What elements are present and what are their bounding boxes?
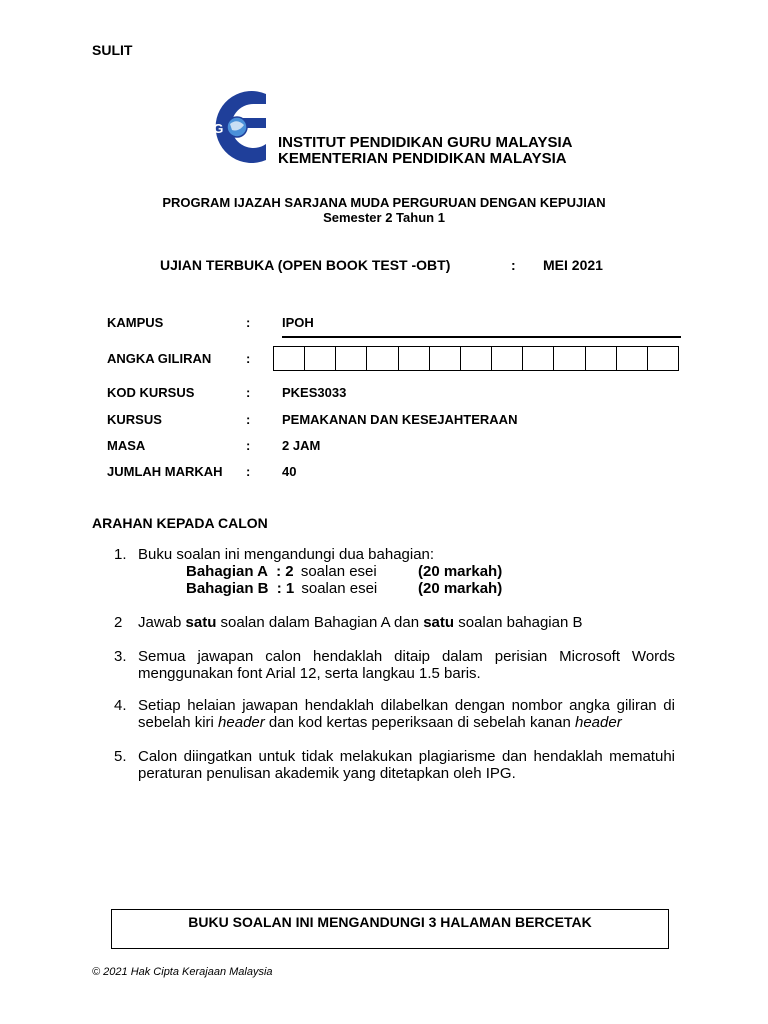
- bahagian-b-label: Bahagian B: [186, 580, 269, 597]
- instruction-text: Jawab satu soalan dalam Bahagian A dan satu soalan bahagian B: [138, 614, 583, 631]
- test-title: UJIAN TERBUKA (OPEN BOOK TEST -OBT): [160, 257, 451, 273]
- kod-kursus-label: KOD KURSUS: [107, 385, 195, 400]
- giliran-cell[interactable]: [460, 347, 491, 370]
- instruction-text: Calon diingatkan untuk tidak melakukan plagiarisme dan hendaklah mematuhi peraturan penulisan akademik yang ditetapkan oleh IPG.: [138, 748, 675, 782]
- giliran-cell[interactable]: [335, 347, 366, 370]
- instruction-5: [114, 748, 675, 784]
- jumlah-markah-value: 40: [282, 464, 297, 479]
- bahagian-a-label: Bahagian A: [186, 563, 268, 580]
- masa-colon: :: [246, 438, 251, 453]
- instruction-number: 2: [114, 614, 123, 631]
- giliran-cell[interactable]: [647, 347, 678, 370]
- giliran-cell[interactable]: [522, 347, 553, 370]
- giliran-cell[interactable]: [585, 347, 616, 370]
- jumlah-markah-colon: :: [246, 464, 251, 479]
- instruction-number: 4.: [114, 697, 127, 714]
- institute-name: INSTITUT PENDIDIKAN GURU MALAYSIA: [278, 134, 573, 151]
- giliran-cell[interactable]: [616, 347, 647, 370]
- kod-kursus-value: PKES3033: [282, 385, 347, 400]
- giliran-cell[interactable]: [274, 347, 304, 370]
- instruction-4: [114, 697, 675, 733]
- test-date: MEI 2021: [543, 257, 603, 273]
- ministry-name: KEMENTERIAN PENDIDIKAN MALAYSIA: [278, 150, 567, 167]
- bahagian-b-count: : 1: [276, 580, 295, 597]
- angka-giliran-label: ANGKA GILIRAN: [107, 351, 212, 366]
- instruction-2: [114, 614, 675, 632]
- instruction-number: 3.: [114, 648, 127, 665]
- ipg-logo: [196, 88, 270, 166]
- kursus-label: KURSUS: [107, 412, 162, 427]
- kampus-underline: [282, 336, 681, 338]
- instruction-3: [114, 648, 675, 684]
- instruction-text: Setiap helaian jawapan hendaklah dilabelkan dengan nombor angka giliran di sebelah kiri header dan kod kertas peperiksaan di sebelah kanan header: [138, 697, 675, 731]
- instruction-number: 5.: [114, 748, 127, 765]
- copyright-notice: © 2021 Hak Cipta Kerajaan Malaysia: [92, 966, 273, 978]
- masa-value: 2 JAM: [282, 438, 321, 453]
- page-count-text: BUKU SOALAN INI MENGANDUNGI 3 HALAMAN BERCETAK: [188, 914, 592, 930]
- giliran-cell[interactable]: [366, 347, 397, 370]
- kod-kursus-colon: :: [246, 385, 251, 400]
- bahagian-a-row: [186, 563, 503, 580]
- kampus-label: KAMPUS: [107, 315, 164, 330]
- jumlah-markah-label: JUMLAH MARKAH: [107, 464, 223, 479]
- angka-giliran-colon: :: [246, 351, 251, 366]
- instructions-heading: ARAHAN KEPADA CALON: [92, 515, 268, 531]
- giliran-cell[interactable]: [304, 347, 335, 370]
- kursus-colon: :: [246, 412, 251, 427]
- giliran-cell[interactable]: [491, 347, 522, 370]
- bahagian-b-marks: (20 markah): [418, 580, 503, 597]
- bahagian-b-desc: soalan esei: [301, 580, 378, 597]
- bahagian-b-row: [186, 580, 503, 597]
- giliran-cell[interactable]: [429, 347, 460, 370]
- kampus-colon: :: [246, 315, 251, 330]
- bahagian-a-desc: soalan esei: [300, 563, 377, 580]
- logo-lettering: IPG: [201, 121, 224, 136]
- kursus-value: PEMAKANAN DAN KESEJAHTERAAN: [282, 412, 518, 427]
- instruction-text: Semua jawapan calon hendaklah ditaip dalam perisian Microsoft Words menggunakan font Arial 12, serta langkau 1.5 baris.: [138, 648, 675, 682]
- bahagian-a-count: : 2: [276, 563, 294, 580]
- giliran-cell[interactable]: [553, 347, 584, 370]
- masa-label: MASA: [107, 438, 146, 453]
- test-separator: :: [511, 257, 516, 273]
- kampus-value: IPOH: [282, 315, 314, 330]
- instruction-number: 1.: [114, 546, 127, 563]
- classification-label: SULIT: [92, 42, 133, 58]
- bahagian-a-marks: (20 markah): [418, 563, 503, 580]
- angka-giliran-grid[interactable]: [273, 346, 679, 371]
- instruction-text: Buku soalan ini mengandungi dua bahagian:: [138, 546, 435, 563]
- semester: Semester 2 Tahun 1: [323, 210, 445, 225]
- giliran-cell[interactable]: [398, 347, 429, 370]
- instruction-1: [114, 546, 675, 564]
- program-name: PROGRAM IJAZAH SARJANA MUDA PERGURUAN DENGAN KEPUJIAN: [162, 195, 606, 210]
- page-count-box: [111, 909, 669, 949]
